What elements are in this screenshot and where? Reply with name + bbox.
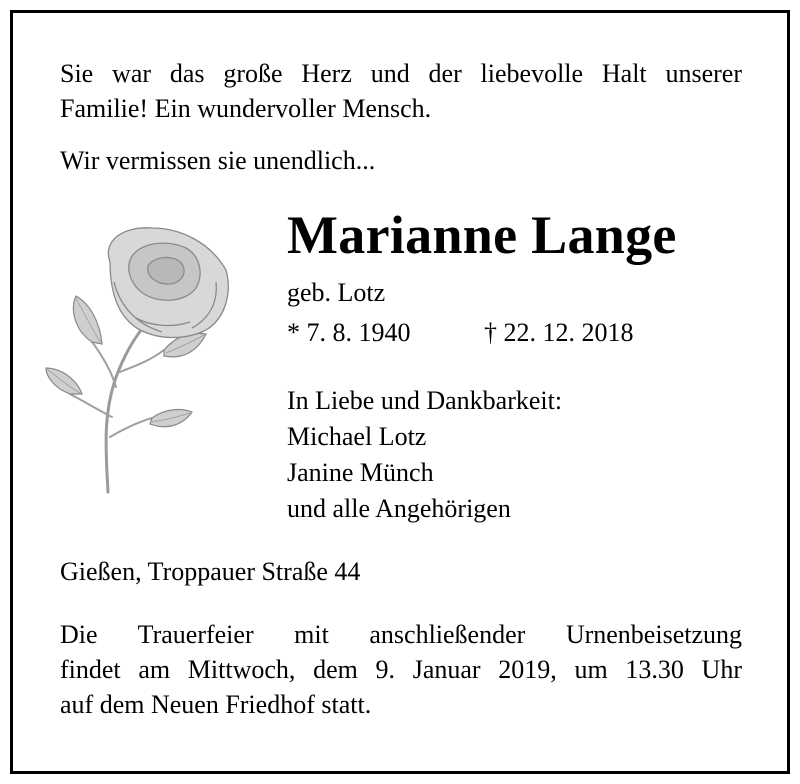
funeral-line-1: Die Trauerfeier mit anschließender Urnenbeisetzung xyxy=(60,620,742,649)
mourner-name: Michael Lotz xyxy=(287,422,427,451)
intro-text xyxy=(60,56,742,126)
birth-date: * 7. 8. 1940 xyxy=(287,318,411,347)
mourner-name: Janine Münch xyxy=(287,458,434,487)
deceased-name: Marianne Lange xyxy=(287,205,677,265)
funeral-text xyxy=(60,617,742,722)
funeral-line-2: findet am Mittwoch, dem 9. Januar 2019, um 13.30 Uhr xyxy=(60,655,742,684)
rose-icon xyxy=(40,222,235,497)
birth-name: geb. Lotz xyxy=(287,278,386,307)
intro-line-1: Sie war das große Herz und der liebevolle Halt unserer xyxy=(60,59,742,88)
mourners-heading: In Liebe und Dankbarkeit: xyxy=(287,386,563,415)
address: Gießen, Troppauer Straße 44 xyxy=(60,557,361,586)
funeral-line-3: auf dem Neuen Friedhof statt. xyxy=(60,690,372,719)
mourners-list xyxy=(287,383,562,527)
mourner-relatives: und alle Angehörigen xyxy=(287,494,511,523)
intro-line-2: Familie! Ein wundervoller Mensch. xyxy=(60,94,432,123)
death-date: † 22. 12. 2018 xyxy=(484,318,634,347)
missing-text: Wir vermissen sie unendlich... xyxy=(60,146,376,175)
